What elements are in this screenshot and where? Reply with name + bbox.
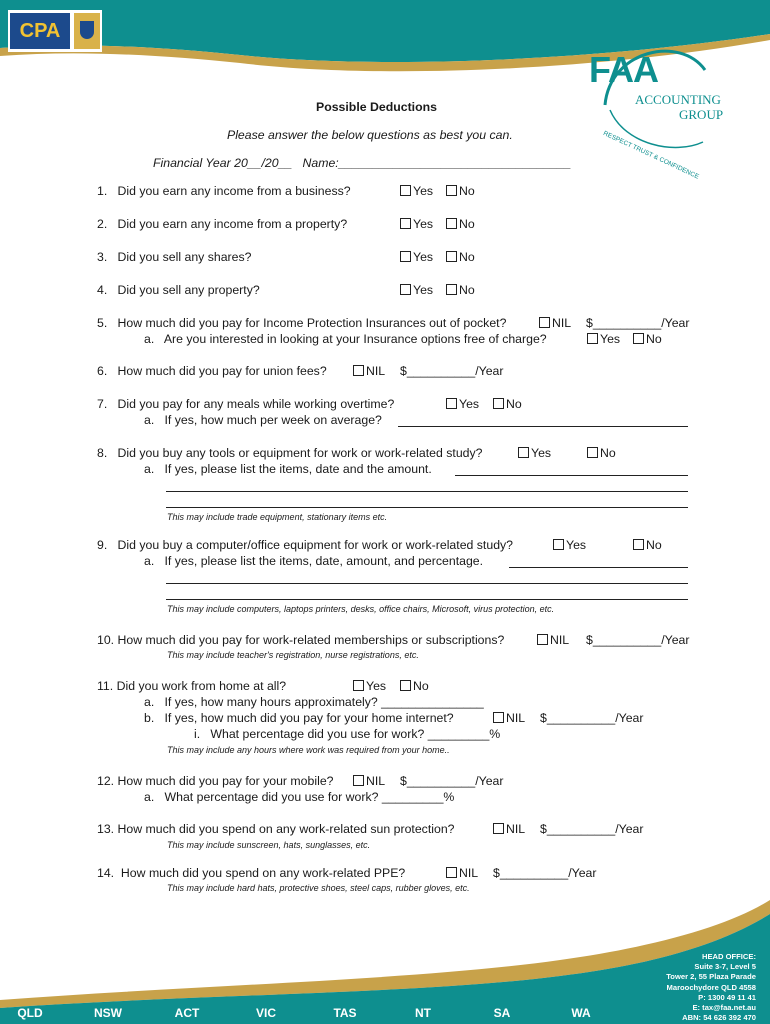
q14-note: This may include hard hats, protective shoes, steel caps, rubber gloves, etc. [167,883,470,893]
head-office-phone: P: 1300 49 11 41 [698,992,756,1002]
q3-yes-option[interactable]: Yes [400,250,433,265]
question-7: 7. Did you pay for any meals while working overtime? [97,397,395,411]
checkbox-icon[interactable] [400,185,411,196]
checkbox-icon[interactable] [446,185,457,196]
faa-logo-text: FAA [589,49,658,90]
q5a-no-option[interactable]: No [633,332,662,347]
checkbox-icon[interactable] [493,823,504,834]
cpa-logo [8,10,102,52]
instructions: Please answer the below questions as best you can. [227,128,513,142]
q5-amount-field[interactable]: $__________/Year [586,316,690,330]
q9a-answer-line[interactable] [166,583,688,584]
head-office-line: Tower 2, 55 Plaza Parade [666,972,756,982]
q7a-answer-line[interactable] [398,426,688,427]
question-5: 5. How much did you pay for Income Protection Insurances out of pocket? [97,316,507,330]
question-1: 1. Did you earn any income from a business? [97,184,351,198]
head-office-line: Suite 3-7, Level 5 [694,962,756,972]
checkbox-icon[interactable] [400,284,411,295]
q6-amount-field[interactable]: $__________/Year [400,364,504,378]
checkbox-icon[interactable] [446,398,457,409]
question-11b-i[interactable]: i. What percentage did you use for work? _________% [194,727,501,741]
question-9a: a. If yes, please list the items, date, amount, and percentage. [144,554,484,568]
q1-no-option[interactable]: No [446,184,475,199]
checkbox-icon[interactable] [353,775,364,786]
q9-yes-option[interactable]: Yes [553,538,586,553]
q11b-amount-field[interactable]: $__________/Year [540,711,644,725]
question-5a: a. Are you interested in looking at your Insurance options free of charge? [144,332,547,346]
checkbox-icon[interactable] [587,333,598,344]
state-label-nsw: NSW [94,1006,122,1020]
q12-amount-field[interactable]: $__________/Year [400,774,504,788]
head-office-line: Maroochydore QLD 4558 [666,982,756,992]
q10-amount-field[interactable]: $__________/Year [586,633,690,647]
q9-note: This may include computers, laptops printers, desks, office chairs, Microsoft, virus protection, etc. [167,604,555,614]
checkbox-icon[interactable] [400,680,411,691]
q2-yes-option[interactable]: Yes [400,217,433,232]
checkbox-icon[interactable] [446,284,457,295]
question-12: 12. How much did you pay for your mobile? [97,774,334,788]
q8a-answer-line[interactable] [455,475,688,476]
state-label-vic: VIC [255,1006,276,1020]
q7-no-option[interactable]: No [493,397,522,412]
q11b-nil-option[interactable]: NIL [493,711,525,726]
financial-year-name-line[interactable]: Financial Year 20__/20__ Name:__________________________________ [153,156,572,170]
state-label-nt: NT [415,1006,431,1020]
question-8a: a. If yes, please list the items, date and the amount. [144,462,432,476]
q9a-answer-line[interactable] [166,599,688,600]
q5a-yes-option[interactable]: Yes [587,332,620,347]
question-11: 11. Did you work from home at all? [97,679,287,693]
q13-note: This may include sunscreen, hats, sunglasses, etc. [167,840,371,850]
head-office-abn: ABN: 54 626 392 470 [682,1013,756,1023]
q8-no-option[interactable]: No [587,446,616,461]
q5-nil-option[interactable]: NIL [539,316,571,331]
checkbox-icon[interactable] [553,539,564,550]
q14-nil-option[interactable]: NIL [446,866,478,881]
state-label-wa: WA [571,1006,591,1020]
checkbox-icon[interactable] [446,218,457,229]
q12-nil-option[interactable]: NIL [353,774,385,789]
state-label-sa: SA [493,1006,511,1020]
q11-yes-option[interactable]: Yes [353,679,386,694]
q9-no-option[interactable]: No [633,538,662,553]
state-label-qld: QLD [17,1006,43,1020]
checkbox-icon[interactable] [493,398,504,409]
question-13: 13. How much did you spend on any work-related sun protection? [97,822,455,836]
page-title: Possible Deductions [316,100,437,114]
q13-nil-option[interactable]: NIL [493,822,525,837]
q11-no-option[interactable]: No [400,679,429,694]
question-2: 2. Did you earn any income from a property? [97,217,348,231]
q8a-answer-line[interactable] [166,491,688,492]
q8-yes-option[interactable]: Yes [518,446,551,461]
checkbox-icon[interactable] [633,333,644,344]
checkbox-icon[interactable] [446,867,457,878]
question-4: 4. Did you sell any property? [97,283,260,297]
q11-note: This may include any hours where work was required from your home.. [167,745,450,755]
checkbox-icon[interactable] [587,447,598,458]
q10-nil-option[interactable]: NIL [537,633,569,648]
question-3: 3. Did you sell any shares? [97,250,252,264]
question-11b: b. If yes, how much did you pay for your home internet? [144,711,454,725]
cpa-logo-text: CPA [10,13,70,49]
q1-yes-option[interactable]: Yes [400,184,433,199]
checkbox-icon[interactable] [353,365,364,376]
faa-tagline: RESPECT TRUST & CONFIDENCE [602,130,700,181]
question-8: 8. Did you buy any tools or equipment for work or work-related study? [97,446,483,460]
q14-amount-field[interactable]: $__________/Year [493,866,597,880]
q7-yes-option[interactable]: Yes [446,397,479,412]
state-label-act: ACT [174,1006,200,1020]
checkbox-icon[interactable] [633,539,644,550]
faa-logo [585,30,745,181]
checkbox-icon[interactable] [518,447,529,458]
q6-nil-option[interactable]: NIL [353,364,385,379]
q4-yes-option[interactable]: Yes [400,283,433,298]
checkbox-icon[interactable] [537,634,548,645]
q9a-answer-line[interactable] [509,567,688,568]
head-office-title: HEAD OFFICE: [702,952,756,961]
state-label-tas: TAS [333,1006,357,1020]
q2-no-option[interactable]: No [446,217,475,232]
question-10: 10. How much did you pay for work-related memberships or subscriptions? [97,633,505,647]
head-office-info [606,952,756,1023]
q8a-answer-line[interactable] [166,507,688,508]
question-9: 9. Did you buy a computer/office equipment for work or work-related study? [97,538,514,552]
question-7a: a. If yes, how much per week on average? [144,413,382,427]
question-12a[interactable]: a. What percentage did you use for work? _________% [144,790,455,804]
crest-icon [74,13,100,49]
checkbox-icon[interactable] [446,251,457,262]
faa-group-text: GROUP [679,107,724,122]
checkbox-icon[interactable] [539,317,550,328]
head-office-email[interactable]: E: tax@faa.net.au [692,1003,756,1013]
checkbox-icon[interactable] [493,712,504,723]
q8-note: This may include trade equipment, stationary items etc. [167,512,388,522]
checkbox-icon[interactable] [400,218,411,229]
question-6: 6. How much did you pay for union fees? [97,364,327,378]
q4-no-option[interactable]: No [446,283,475,298]
checkbox-icon[interactable] [400,251,411,262]
faa-accounting-text: ACCOUNTING [635,92,721,107]
q13-amount-field[interactable]: $__________/Year [540,822,644,836]
checkbox-icon[interactable] [353,680,364,691]
question-11a[interactable]: a. If yes, how many hours approximately? _______________ [144,695,484,709]
q3-no-option[interactable]: No [446,250,475,265]
q10-note: This may include teacher's registration, nurse registrations, etc. [167,650,419,660]
question-14: 14. How much did you spend on any work-related PPE? [97,866,406,880]
